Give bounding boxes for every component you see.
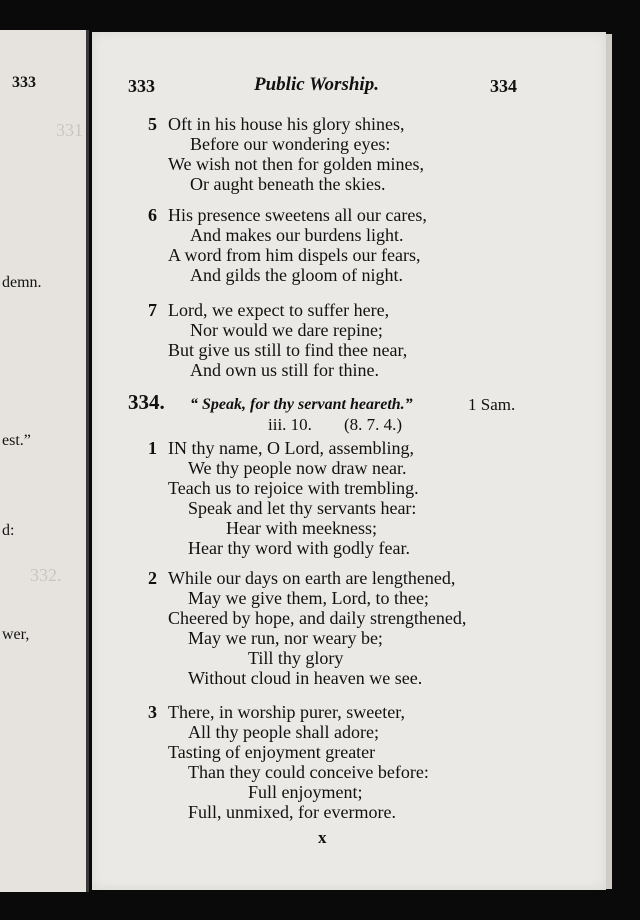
verse-line: Oft in his house his glory shines, — [168, 114, 405, 134]
hymn-number: 334. — [128, 390, 165, 414]
left-fragment-4: wer, — [2, 626, 30, 643]
verse-line: Full, unmixed, for evermore. — [188, 802, 396, 822]
verse-line: Hear with meekness; — [226, 518, 377, 538]
stanza-number: 7 — [148, 300, 157, 320]
stanza-number: 5 — [148, 114, 157, 134]
meter: (8. 7. 4.) — [344, 415, 403, 434]
signature-mark: x — [318, 828, 327, 847]
left-page-fragment — [0, 30, 89, 892]
verse-line: May we run, nor weary be; — [188, 628, 383, 648]
left-page-number: 333 — [12, 74, 36, 91]
verse-line: Lord, we expect to suffer here, — [168, 300, 390, 320]
bleed-mark: 331 — [56, 120, 83, 140]
scripture-quote: “ Speak, for thy servant heareth.” — [190, 396, 413, 413]
verse-line: Hear thy word with godly fear. — [188, 538, 410, 558]
verse-line: All thy people shall adore; — [188, 722, 379, 742]
verse-line: Or aught beneath the skies. — [190, 174, 386, 194]
scripture-reference: 1 Sam. — [468, 395, 516, 414]
header-right-number: 334 — [490, 76, 517, 96]
verse-line: We wish not then for golden mines, — [168, 154, 425, 174]
verse-line: And own us still for thine. — [190, 360, 379, 380]
verse-line: Without cloud in heaven we see. — [188, 668, 423, 688]
verse-line: Teach us to rejoice with trembling. — [168, 478, 419, 498]
verse-line: His presence sweetens all our cares, — [168, 205, 427, 225]
verse-line: There, in worship purer, sweeter, — [168, 702, 405, 722]
header-left-number: 333 — [128, 76, 155, 96]
verse-line: Than they could conceive before: — [188, 762, 429, 782]
scripture-reference-line2: iii. 10. — [268, 415, 312, 434]
verse-line: IN thy name, O Lord, assembling, — [168, 438, 414, 458]
page-edge — [606, 34, 612, 889]
verse-line: Full enjoyment; — [248, 782, 363, 802]
stanza-number: 2 — [148, 568, 157, 588]
verse-line: But give us still to find thee near, — [168, 340, 408, 360]
verse-line: Speak and let thy servants hear: — [188, 498, 417, 518]
verse-line: May we give them, Lord, to thee; — [188, 588, 429, 608]
bleed-mark: 332. — [30, 565, 62, 585]
verse-line: And makes our burdens light. — [190, 225, 404, 245]
verse-line: While our days on earth are lengthened, — [168, 568, 456, 588]
verse-line: Till thy glory — [248, 648, 344, 668]
stanza-number: 1 — [148, 438, 157, 458]
left-fragment-1: demn. — [2, 274, 42, 291]
verse-line: Nor would we dare repine; — [190, 320, 383, 340]
verse-line: A word from him dispels our fears, — [168, 245, 421, 265]
verse-line: Tasting of enjoyment greater — [168, 742, 376, 762]
book-page — [92, 32, 606, 890]
verse-line: Cheered by hope, and daily strengthened, — [168, 608, 467, 628]
verse-line: Before our wondering eyes: — [190, 134, 391, 154]
verse-line: And gilds the gloom of night. — [190, 265, 403, 285]
running-title: Public Worship. — [254, 74, 379, 95]
left-fragment-3: d: — [2, 522, 15, 539]
stanza-number: 6 — [148, 205, 157, 225]
stanza-number: 3 — [148, 702, 157, 722]
left-fragment-2: est.” — [2, 432, 31, 449]
verse-line: We thy people now draw near. — [188, 458, 407, 478]
